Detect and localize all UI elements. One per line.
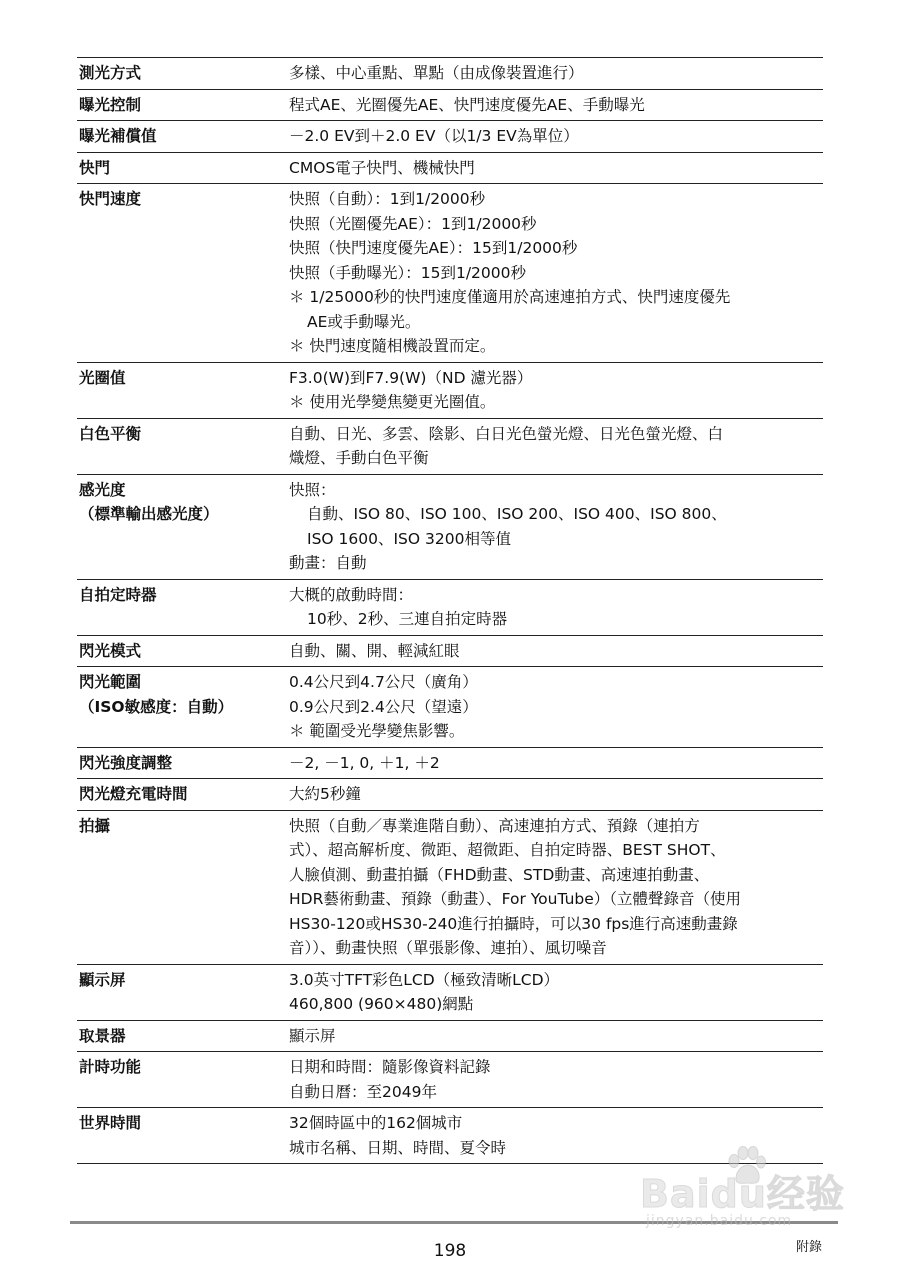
- spec-row: [77, 748, 823, 780]
- spec-label: [77, 93, 289, 118]
- spec-label: [77, 583, 289, 632]
- spec-value-line: 32個時區中的162個城市: [289, 1114, 463, 1132]
- spec-label: [77, 1024, 289, 1049]
- spec-value-line: HDR藝術動畫、預錄（動畫）、For YouTube）（立體聲錄音（使用: [289, 890, 742, 908]
- spec-label: [77, 968, 289, 1017]
- spec-value: [289, 1024, 823, 1049]
- spec-value-line: AE或手動曝光。: [307, 312, 421, 331]
- spec-label-line: 閃光燈充電時間: [79, 785, 188, 803]
- spec-label-line: 快門: [79, 158, 111, 177]
- spec-value: [289, 93, 823, 118]
- spec-label-line: 拍攝: [79, 816, 111, 835]
- spec-label-line: 閃光強度調整: [79, 753, 173, 772]
- spec-label-line: 曝光控制: [79, 95, 142, 114]
- spec-value-line: 10秒、2秒、三連自拍定時器: [307, 610, 508, 628]
- spec-value-line: 多樣、中心重點、單點（由成像裝置進行）: [289, 64, 584, 82]
- spec-label-line: 測光方式: [79, 64, 142, 82]
- spec-label: [77, 751, 289, 776]
- spec-table: [77, 57, 823, 1164]
- spec-row: [77, 184, 823, 363]
- spec-value-line: 式）、超高解析度、微距、超微距、自拍定時器、BEST SHOT、: [289, 841, 726, 859]
- spec-value: [289, 422, 823, 471]
- spec-value-line: ISO 1600、ISO 3200相等值: [307, 529, 511, 548]
- watermark-text: Baidu经验: [640, 1172, 845, 1216]
- spec-label: [77, 1111, 289, 1160]
- spec-label-line: （標準輸出感光度）: [79, 505, 219, 523]
- spec-value-line: F3.0(W)到F7.9(W)（ND 濾光器）: [289, 368, 533, 387]
- spec-value-line: 3.0英寸TFT彩色LCD（極致清晰LCD）: [289, 970, 560, 989]
- spec-label: [77, 124, 289, 149]
- spec-value-line: HS30-120或HS30-240進行拍攝時，可以30 fps進行高速動畫錄: [289, 914, 738, 933]
- spec-label-line: 計時功能: [79, 1058, 142, 1076]
- spec-value-line: 動畫：自動: [289, 554, 367, 572]
- spec-row: [77, 779, 823, 811]
- spec-label-line: 顯示屏: [79, 970, 126, 989]
- spec-value-line: 0.9公尺到2.4公尺（望遠）: [289, 697, 478, 716]
- spec-value-line: 日期和時間：隨影像資料記錄: [289, 1058, 491, 1076]
- spec-value-line: 自動、日光、多雲、陰影、白日光色螢光燈、日光色螢光燈、白: [289, 424, 724, 443]
- spec-label-line: 取景器: [79, 1026, 126, 1045]
- spec-row: [77, 475, 823, 580]
- spec-value-line: 0.4公尺到4.7公尺（廣角）: [289, 673, 478, 691]
- spec-label: [77, 478, 289, 576]
- spec-row: [77, 667, 823, 748]
- spec-label: [77, 639, 289, 664]
- spec-value-line: 程式AE、光圈優先AE、快門速度優先AE、手動曝光: [289, 95, 645, 114]
- spec-value-line: 自動、ISO 80、ISO 100、ISO 200、ISO 400、ISO 800、: [307, 505, 727, 523]
- spec-value-line: 顯示屏: [289, 1026, 336, 1045]
- section-label: 附錄: [795, 1240, 822, 1255]
- spec-value-line: 熾燈、手動白色平衡: [289, 449, 429, 467]
- spec-value: [289, 751, 823, 776]
- spec-value-line: ＊ 快門速度隨相機設置而定。: [289, 337, 496, 355]
- spec-value-line: ＊ 使用光學變焦變更光圈值。: [289, 393, 496, 411]
- spec-value: [289, 670, 823, 744]
- spec-label: [77, 1055, 289, 1104]
- spec-row: [77, 1021, 823, 1053]
- spec-value-line: CMOS電子快門、機械快門: [289, 158, 475, 177]
- spec-value-line: 460,800 (960×480)網點: [289, 995, 474, 1013]
- spec-label: [77, 422, 289, 471]
- spec-label: [77, 814, 289, 961]
- spec-label-line: 白色平衡: [79, 424, 142, 443]
- spec-value-line: 城市名稱、日期、時間、夏令時: [289, 1138, 507, 1157]
- spec-label-line: 曝光補償值: [79, 127, 157, 145]
- spec-label-line: 閃光範圍: [79, 673, 142, 691]
- spec-label: [77, 670, 289, 744]
- page-number: 198: [433, 1241, 467, 1261]
- spec-value: [289, 814, 823, 961]
- spec-row: [77, 363, 823, 419]
- spec-label-line: （ISO敏感度：自動）: [79, 697, 234, 716]
- spec-label: [77, 61, 289, 86]
- spec-label-line: 自拍定時器: [79, 585, 157, 604]
- spec-value: [289, 61, 823, 86]
- spec-row: [77, 121, 823, 153]
- spec-value-line: 快照（自動／專業進階自動）、高速連拍方式、預錄（連拍方: [289, 816, 700, 835]
- spec-value-line: 人臉偵測、動畫拍攝（FHD動畫、STD動畫、高速連拍動畫、: [289, 865, 710, 884]
- spec-value-line: 快照（快門速度優先AE）：15到1/2000秒: [289, 239, 578, 257]
- spec-value: [289, 968, 823, 1017]
- spec-value-line: 音））、動畫快照（單張影像、連拍）、風切噪音: [289, 939, 607, 957]
- spec-label-line: 閃光模式: [79, 641, 142, 660]
- spec-value-line: 大約5秒鐘: [289, 785, 361, 803]
- spec-value-line: 快照（光圈優先AE）：1到1/2000秒: [289, 214, 537, 233]
- spec-label: [77, 366, 289, 415]
- spec-value: [289, 187, 823, 359]
- spec-row: [77, 1052, 823, 1108]
- spec-row: [77, 419, 823, 475]
- spec-value: [289, 1055, 823, 1104]
- spec-row: [77, 811, 823, 965]
- spec-label: [77, 156, 289, 181]
- spec-row: [77, 90, 823, 122]
- spec-value-line: ＊ 1/25000秒的快門速度僅適用於高速連拍方式、快門速度優先: [289, 288, 731, 306]
- spec-value-line: 自動日曆：至2049年: [289, 1082, 437, 1101]
- spec-value-line: 快照（自動）：1到1/2000秒: [289, 190, 486, 208]
- spec-value: [289, 583, 823, 632]
- spec-value: [289, 478, 823, 576]
- spec-label: [77, 187, 289, 359]
- watermark-url: jingyan.baidu.com: [646, 1213, 793, 1229]
- spec-label-line: 感光度: [79, 480, 126, 499]
- spec-value-line: －2, －1, 0, ＋1, ＋2: [289, 753, 440, 772]
- spec-label-line: 光圈值: [79, 368, 126, 387]
- spec-row: [77, 58, 823, 90]
- spec-row: [77, 153, 823, 185]
- spec-row: [77, 636, 823, 668]
- spec-value-line: ＊ 範圍受光學變焦影響。: [289, 722, 465, 740]
- spec-value: [289, 782, 823, 807]
- spec-label: [77, 782, 289, 807]
- spec-row: [77, 580, 823, 636]
- spec-value-line: 自動、關、開、輕減紅眼: [289, 641, 460, 660]
- spec-value: [289, 124, 823, 149]
- spec-value-line: 大概的啟動時間：: [289, 585, 414, 604]
- spec-label-line: 快門速度: [79, 190, 142, 208]
- spec-value: [289, 156, 823, 181]
- spec-value-line: －2.0 EV到＋2.0 EV（以1/3 EV為單位）: [289, 127, 579, 145]
- baidu-watermark-logo: [638, 1145, 848, 1235]
- spec-value: [289, 639, 823, 664]
- spec-value: [289, 366, 823, 415]
- spec-value-line: 快照（手動曝光）：15到1/2000秒: [289, 263, 527, 282]
- spec-value-line: 快照：: [289, 480, 336, 499]
- spec-row: [77, 965, 823, 1021]
- spec-label-line: 世界時間: [79, 1114, 142, 1132]
